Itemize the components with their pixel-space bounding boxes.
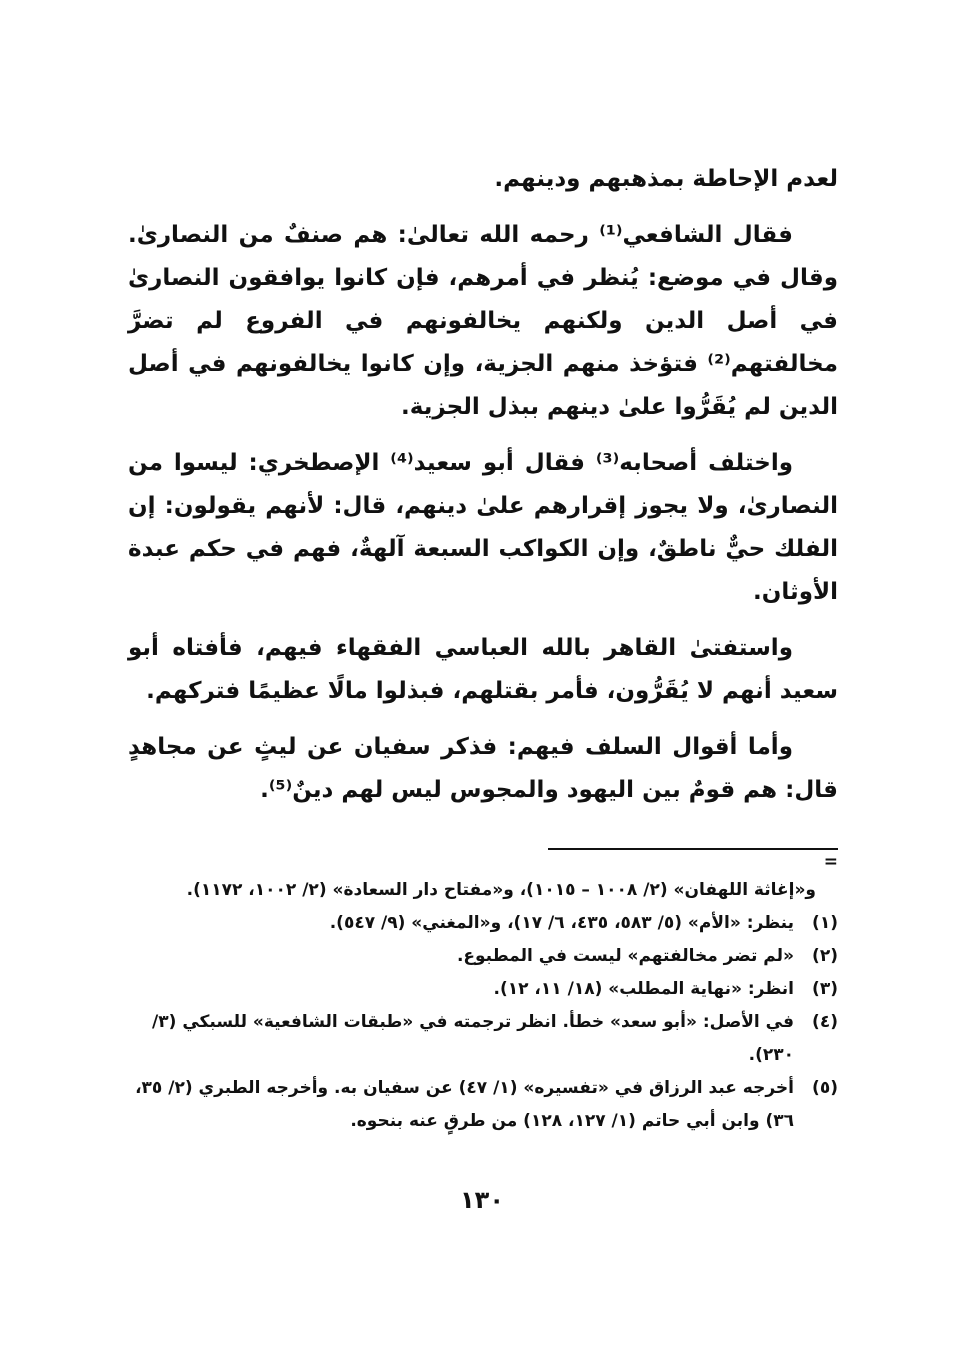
footnote-divider [548, 848, 838, 872]
footnote-text: «لم تضر مخالفتهم» ليست في المطبوع. [456, 946, 794, 966]
footnote-4 [128, 1006, 838, 1072]
footnotes-section [128, 874, 838, 1138]
footnote-3 [128, 973, 838, 1006]
footnote-number: (١) [812, 913, 838, 933]
footnote-1 [128, 907, 838, 940]
divider-line [548, 848, 838, 850]
footnote-text: انظر: «نهاية المطلب» (١٨/ ١١، ١٢). [493, 979, 794, 999]
paragraph-4: واستفتىٰ القاهر بالله العباسي الفقهاء فيهم، فأفتاه أبو سعيد أنهم لا يُقَرُّون، فأمر بقتلهم، فبذلوا مالًا عظيمًا فتركهم. [128, 635, 838, 704]
page-number: ١٣٠ [460, 1186, 504, 1214]
footnote-text: ينظر: «الأم» (٥/ ٥٨٣، ٤٣٥، ٦/ ١٧)، و«المغني» (٩/ ٥٤٧). [329, 913, 794, 933]
footnote-text: في الأصل: «أبو سعد» خطأ. انظر ترجمته في «طبقات الشافعية» للسبكي (٣/ ٢٣٠). [152, 1012, 794, 1065]
footnote-number: (٤) [812, 1012, 838, 1032]
footnote-text: أخرجه عبد الرزاق في «تفسيره» (١/ ٤٧) عن سفيان به. وأخرجه الطبري (٢/ ٣٥، ٣٦) وابن أبي حاتم (١/ ١٢٧، ١٢٨) من طرقٍ عنه بنحوه. [135, 1078, 794, 1131]
footnote-continuation: و«إغاثة اللهفان» (٢/ ١٠٠٨ – ١٠١٥)، و«مفتاح دار السعادة» (٢/ ١٠٠٢، ١١٧٢). [186, 880, 816, 900]
paragraph-5: وأما أقوال السلف فيهم: فذكر سفيان عن ليثٍ عن مجاهدٍ قال: هم قومٌ بين اليهود والمجوس ليس لهم دينٌ⁽⁵⁾. [128, 734, 838, 803]
paragraph-3: واختلف أصحابه⁽³⁾ فقال أبو سعيد⁽⁴⁾ الإصطخري: ليسوا من النصارىٰ، ولا يجوز إقرارهم علىٰ دينهم، قال: لأنهم يقولون: إن الفلك حيٌّ ناطقٌ، وإن الكواكب السبعة آلهةٌ، فهم في حكم عبدة الأوثان. [128, 450, 838, 605]
footnote-number: (٥) [812, 1078, 838, 1098]
paragraph-1: لعدم الإحاطة بمذهبهم ودينهم. [494, 166, 838, 192]
footnote-2 [128, 940, 838, 973]
footnote-number: (٢) [812, 946, 838, 966]
footnote-number: (٣) [812, 979, 838, 999]
paragraph-2: فقال الشافعي⁽¹⁾ رحمه الله تعالىٰ: هم صنفٌ من النصارىٰ. وقال في موضع: يُنظر في أمرهم، فإن كانوا يوافقون النصارىٰ في أصل الدين ولكنهم يخالفونهم في الفروع لم تضرَّ مخالفتهم⁽²⁾ فتؤخذ منهم الجزية، وإن كانوا يخالفونهم في أصل الدين لم يُقَرُّوا علىٰ دينهم ببذل الجزية. [128, 222, 838, 420]
continuation-mark: = [823, 852, 838, 872]
footnote-5 [128, 1072, 838, 1138]
main-body-text [128, 158, 838, 825]
